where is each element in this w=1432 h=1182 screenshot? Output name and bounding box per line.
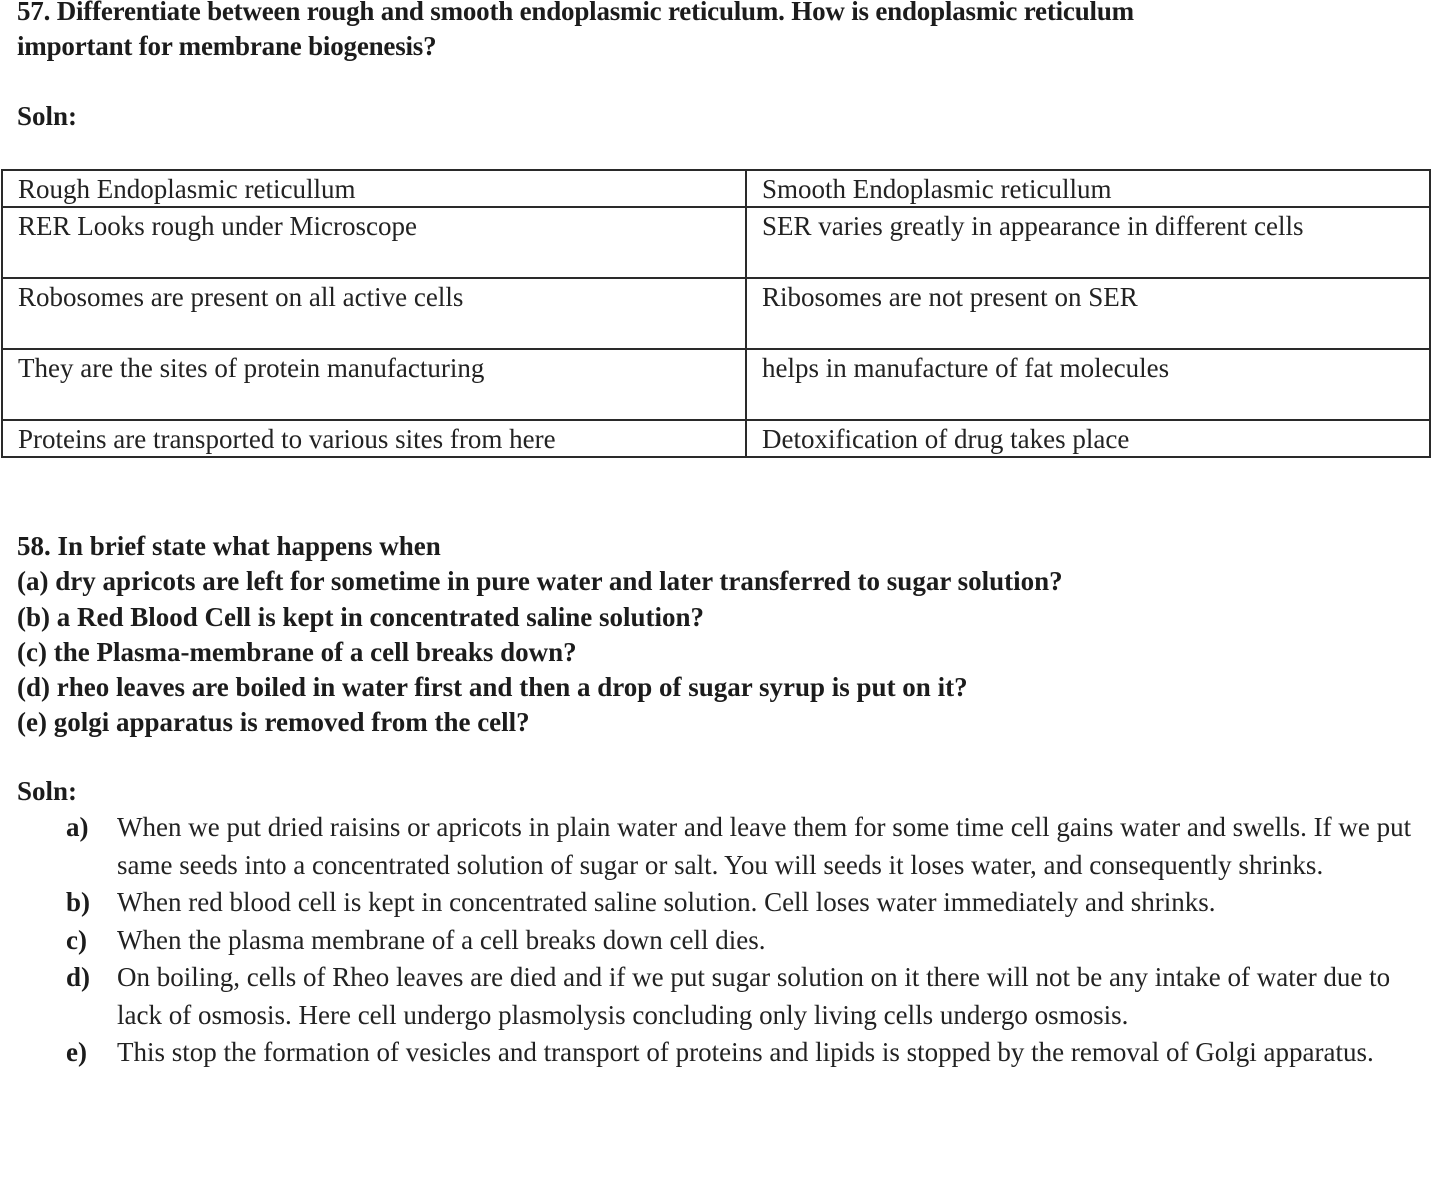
question-57-title-line-1: 57. Differentiate between rough and smooth endoplasmic reticulum. How is endoplasmic reticulum [17, 0, 1134, 26]
question-58-part-d: (d) rheo leaves are boiled in water first and then a drop of sugar syrup is put on it? [17, 672, 968, 703]
answer-item-c [0, 922, 1432, 960]
question-58-part-b: (b) a Red Blood Cell is kept in concentrated saline solution? [17, 601, 705, 632]
table-row [2, 207, 1430, 278]
answer-text: On boiling, cells of Rheo leaves are died and if we put sugar solution on it there will not be any intake of water due to lack of osmosis. Here cell undergo plasmolysis concluding only living cells undergo osmosis. [117, 962, 1391, 1030]
question-58-title: 58. In brief state what happens when [17, 531, 441, 561]
table-header-rough-er: Rough Endoplasmic reticullum [2, 170, 746, 207]
er-comparison-table [1, 169, 1431, 458]
answer-text: When we put dried raisins or apricots in plain water and leave them for some time cell gains water and swells. If we put same seeds into a concentrated solution of sugar or salt. You will seeds it loses water, and consequently shrinks. [117, 812, 1412, 880]
table-cell-smooth: SER varies greatly in appearance in different cells [746, 207, 1430, 278]
answer-item-b [0, 884, 1432, 922]
answer-marker: c) [66, 924, 87, 955]
answer-marker: d) [66, 962, 91, 992]
answer-text: This stop the formation of vesicles and transport of proteins and lipids is stopped by the removal of Golgi apparatus. [117, 1037, 1374, 1067]
table-cell-smooth: Ribosomes are not present on SER [746, 278, 1430, 349]
question-57-soln-label: Soln: [17, 101, 78, 131]
question-58-answer-list [0, 809, 1432, 1072]
answer-item-e [0, 1034, 1432, 1072]
table-cell-smooth: helps in manufacture of fat molecules [746, 349, 1430, 420]
question-58-part-a: (a) dry apricots are left for sometime in pure water and later transferred to sugar solution? [17, 566, 1063, 597]
table-row [2, 420, 1430, 457]
table-header-row [2, 170, 1430, 207]
answer-text: When red blood cell is kept in concentrated saline solution. Cell loses water immediately and shrinks. [117, 887, 1216, 917]
question-58-block [17, 529, 1063, 741]
question-58-soln-label: Soln: [17, 776, 78, 806]
question-58-part-e: (e) golgi apparatus is removed from the cell? [17, 707, 530, 738]
table-cell-rough: Proteins are transported to various sites from here [2, 420, 746, 457]
answer-marker: e) [66, 1037, 87, 1067]
table-cell-rough: They are the sites of protein manufacturing [2, 349, 746, 420]
table-cell-smooth: Detoxification of drug takes place [746, 420, 1430, 457]
answer-item-d [0, 959, 1432, 1034]
question-57-title-line-2: important for membrane biogenesis? [17, 31, 437, 61]
answer-item-a [0, 809, 1432, 884]
answer-marker: b) [66, 887, 91, 917]
table-header-smooth-er: Smooth Endoplasmic reticullum [746, 170, 1430, 207]
question-58-part-c: (c) the Plasma-membrane of a cell breaks down? [17, 636, 577, 667]
table-row [2, 278, 1430, 349]
answer-text: When the plasma membrane of a cell breaks down cell dies. [117, 924, 766, 955]
table-cell-rough: RER Looks rough under Microscope [2, 207, 746, 278]
table-cell-rough: Robosomes are present on all active cells [2, 278, 746, 349]
answer-marker: a) [66, 812, 89, 842]
table-row [2, 349, 1430, 420]
